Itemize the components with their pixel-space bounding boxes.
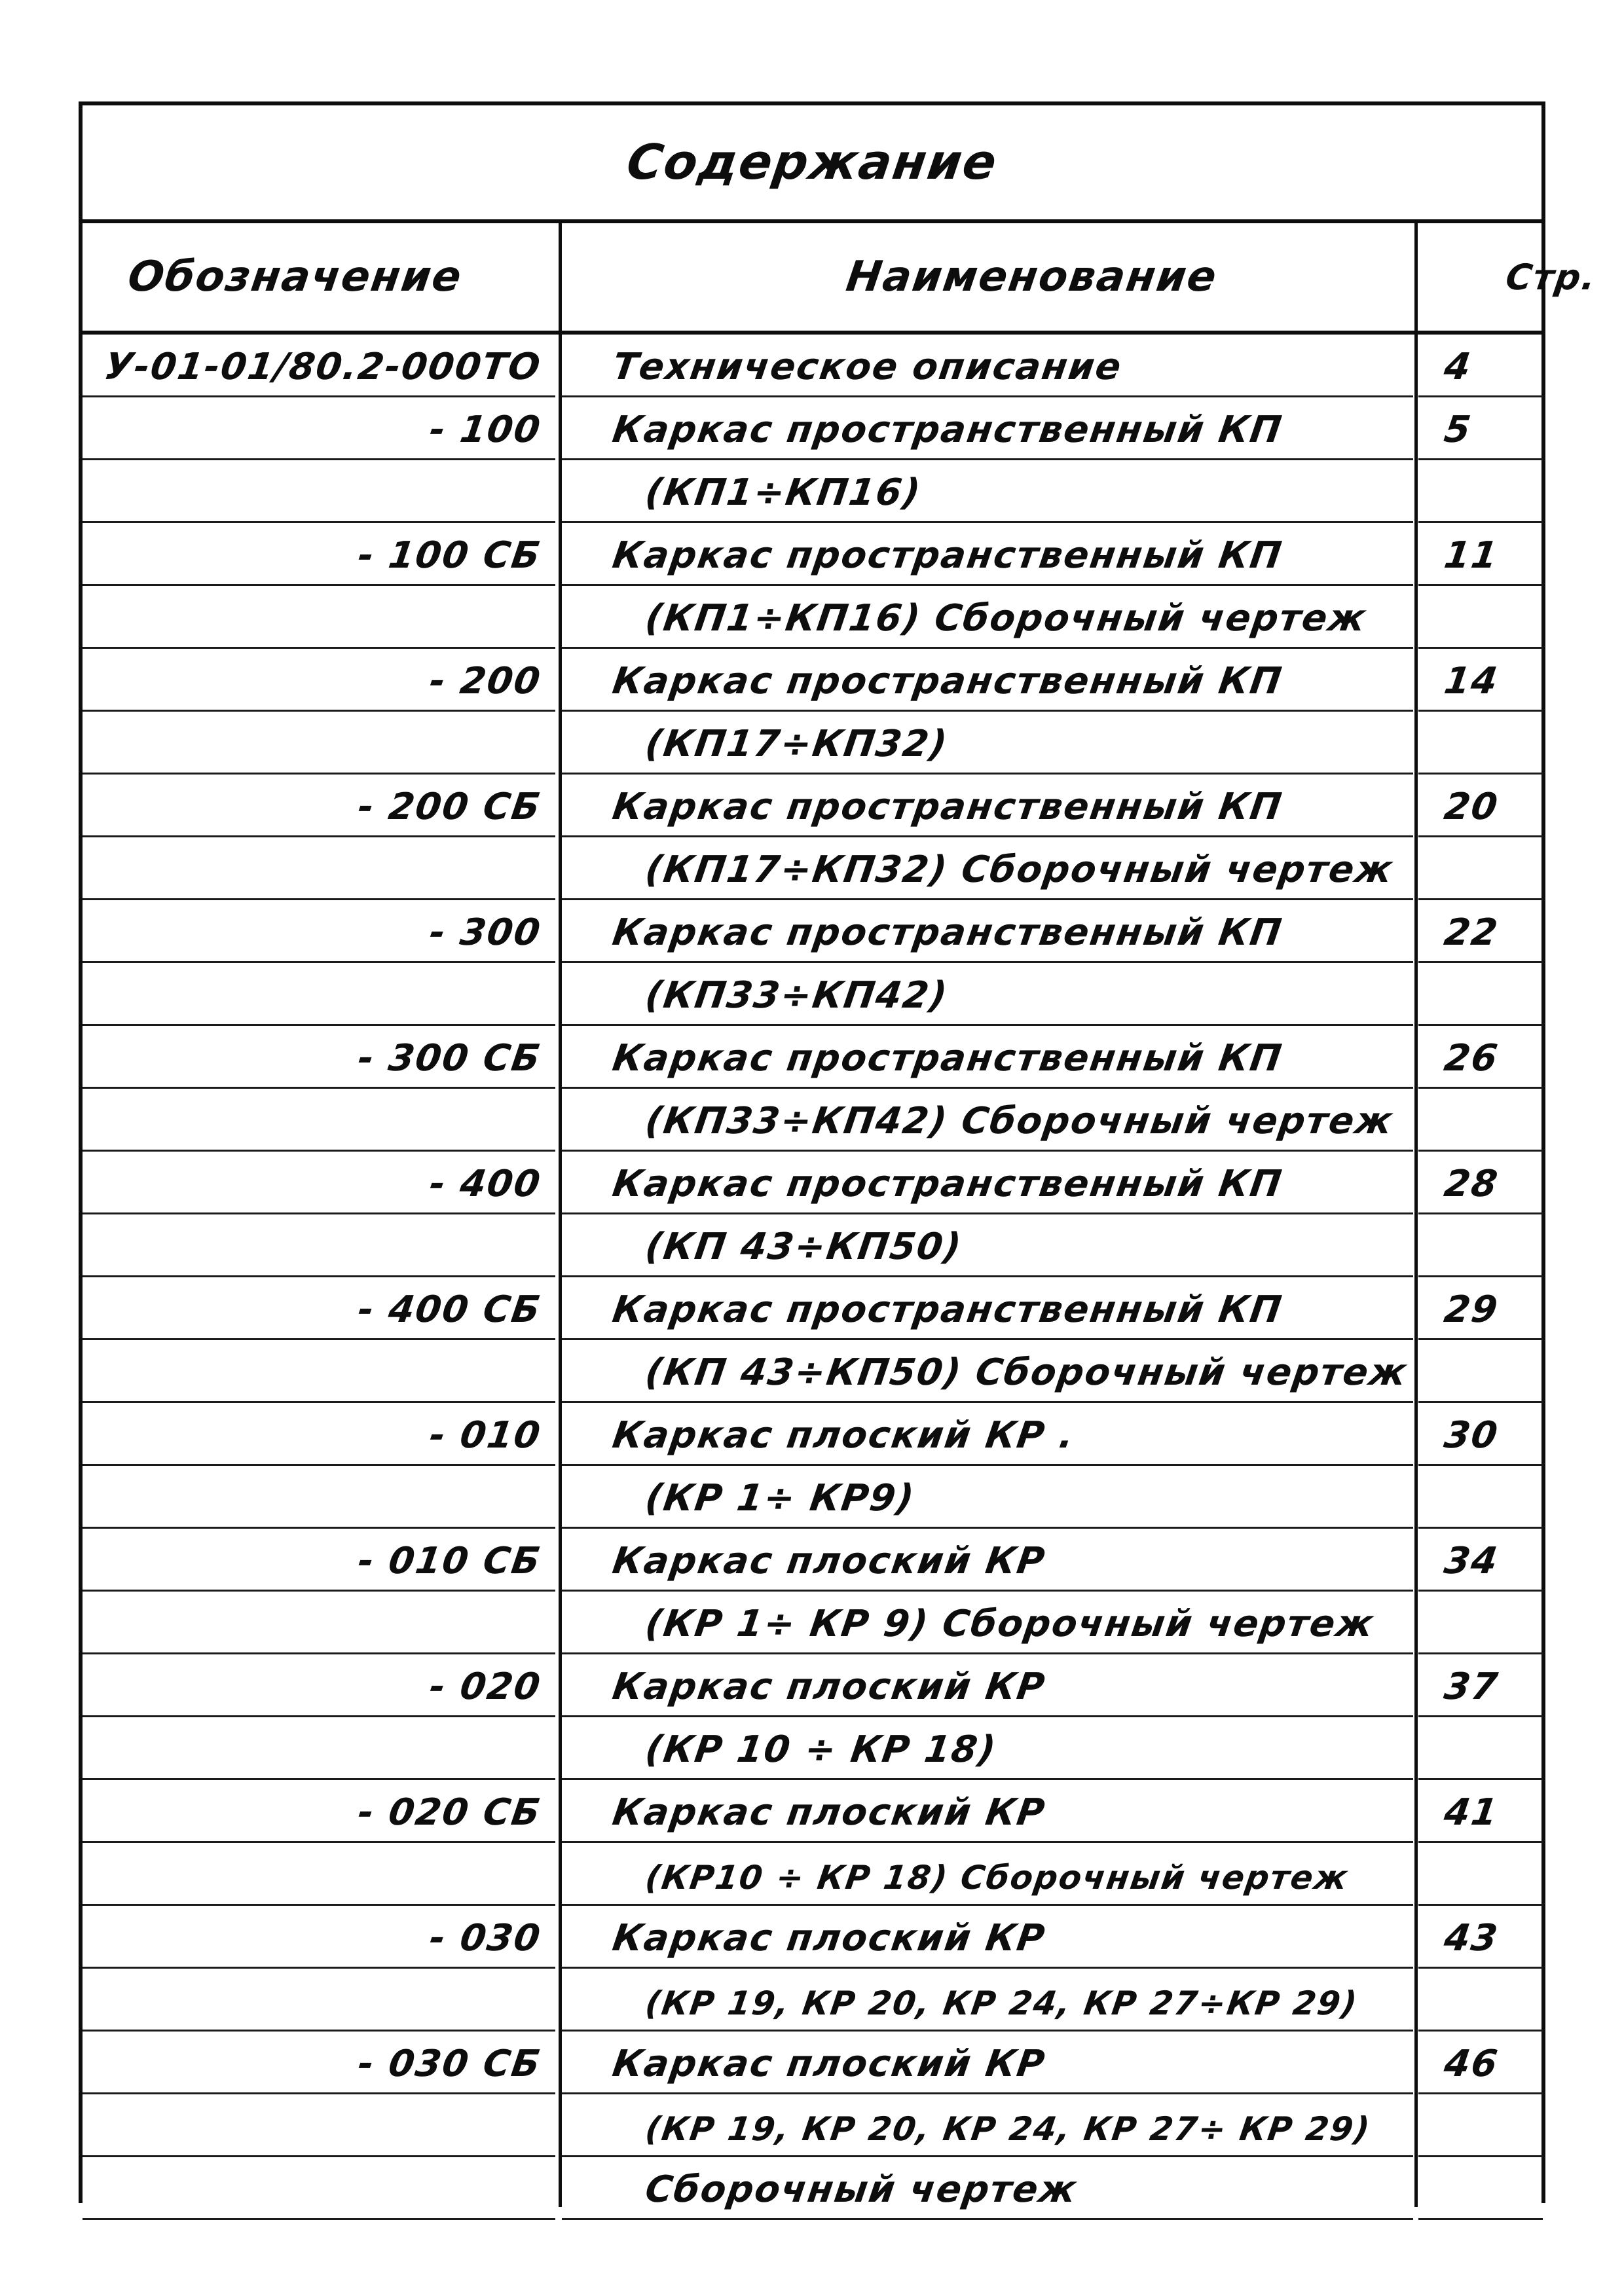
table-row [83,1843,1541,1906]
row-designation: У-01-01/80.2-000ТО [101,346,544,388]
table-row [83,1340,1541,1403]
table-row [83,712,1541,774]
row-page: 29 [1441,1288,1502,1331]
row-name: (КП33÷КП42) [642,974,951,1017]
row-name: (КП33÷КП42) Сборочный чертеж [642,1100,1396,1142]
row-designation: - 300 [426,911,544,954]
header-page-cell [1503,223,1600,331]
row-designation: - 400 СБ [355,1288,544,1331]
row-page: 20 [1441,786,1502,828]
row-designation: - 010 [426,1414,544,1457]
row-name: (КП17÷КП32) [642,723,951,765]
row-name: (КП 43÷КП50) [642,1226,965,1268]
row-name: Техническое описание [610,346,1125,388]
row-name: Каркас пространственный КП [610,660,1285,702]
table-row [83,837,1541,900]
row-name: Каркас пространственный КП [610,911,1285,954]
row-page: 26 [1441,1037,1502,1080]
row-name: Каркас плоский КР . [610,1414,1078,1457]
table-row [83,1214,1541,1277]
table-row [83,900,1541,963]
row-name: Каркас плоский КР [610,1791,1048,1834]
row-name: Каркас пространственный КП [610,786,1285,828]
row-designation: - 030 СБ [355,2043,544,2085]
row-name: (КР 19, КР 20, КР 24, КР 27÷ КР 29) [642,2110,1373,2148]
row-page: 46 [1441,2043,1502,2085]
table-row [83,1780,1541,1843]
row-designation: - 010 СБ [355,1540,544,1582]
table-row [83,1717,1541,1780]
row-page: 14 [1441,660,1502,702]
table-title-row [83,105,1541,223]
row-name: (КР 19, КР 20, КР 24, КР 27÷КР 29) [642,1984,1361,2022]
row-page: 4 [1441,346,1475,388]
row-designation: - 400 [426,1163,544,1205]
row-name: (КП17÷КП32) Сборочный чертеж [642,848,1396,891]
table-row [83,335,1541,397]
row-designation: - 200 СБ [355,786,544,828]
row-rule [83,2218,555,2220]
table-row [83,1592,1541,1654]
row-page: 41 [1441,1791,1502,1834]
table-row [83,460,1541,523]
header-name: Наименование [843,253,1221,301]
table-row [83,649,1541,712]
row-page: 43 [1441,1917,1502,1959]
row-page: 30 [1441,1414,1502,1457]
row-page: 37 [1441,1666,1502,1708]
table-row [83,1403,1541,1466]
row-page: 22 [1441,911,1502,954]
row-designation: - 020 [426,1666,544,1708]
table-row [83,523,1541,586]
table-row [83,1466,1541,1529]
row-name: Каркас пространственный КП [610,1288,1285,1331]
row-name: (КП1÷КП16) [642,471,924,514]
row-name: Каркас пространственный КП [610,534,1285,577]
header-name-cell [561,223,1504,331]
row-name: Каркас плоский КР [610,1666,1048,1708]
row-page: 11 [1441,534,1502,577]
row-name: (КП 43÷КП50) Сборочный чертеж [642,1351,1411,1394]
row-name: Каркас плоский КР [610,1540,1048,1582]
row-page: 5 [1441,409,1475,451]
row-name: Каркас пространственный КП [610,1163,1285,1205]
table-row [83,1026,1541,1089]
table-row [83,1089,1541,1152]
table-row [83,1529,1541,1592]
row-rule [562,2218,1413,2220]
row-designation: - 030 [426,1917,544,1959]
contents-table [79,101,1600,2211]
row-name: (КР 1÷ КР 9) Сборочный чертеж [642,1603,1377,1645]
table-row [83,2032,1541,2094]
table-row [83,1152,1541,1214]
row-designation: - 100 [426,409,544,451]
row-designation: - 200 [426,660,544,702]
row-designation: - 100 СБ [355,534,544,577]
table-row [83,2157,1541,2220]
row-name: (КП1÷КП16) Сборочный чертеж [642,597,1369,640]
table-row [83,586,1541,649]
row-designation: - 300 СБ [355,1037,544,1080]
table-header-row [83,223,1600,335]
row-name: Каркас пространственный КП [610,1037,1285,1080]
header-page: Стр. [1503,256,1600,298]
row-name: Сборочный чертеж [642,2168,1080,2211]
row-page: 28 [1441,1163,1502,1205]
row-name: (КР10 ÷ КР 18) Сборочный чертеж [642,1859,1351,1897]
row-name: (КР 10 ÷ КР 18) [642,1728,1000,1771]
header-designation-cell [83,223,561,331]
table-row [83,397,1541,460]
table-row [83,2094,1541,2157]
table-row [83,1906,1541,1969]
table-row [83,1969,1541,2032]
row-page: 34 [1441,1540,1502,1582]
row-designation: - 020 СБ [355,1791,544,1834]
table-row [83,1654,1541,1717]
row-name: Каркас пространственный КП [610,409,1285,451]
row-name: Каркас плоский КР [610,1917,1048,1959]
row-name: (КР 1÷ КР9) [642,1477,918,1520]
header-designation: Обозначение [124,253,466,301]
page-title: Содержание [623,134,1001,191]
table-row [83,963,1541,1026]
row-name: Каркас плоский КР [610,2043,1048,2085]
table-row [83,1277,1541,1340]
table-row [83,774,1541,837]
row-rule [1418,2218,1543,2220]
